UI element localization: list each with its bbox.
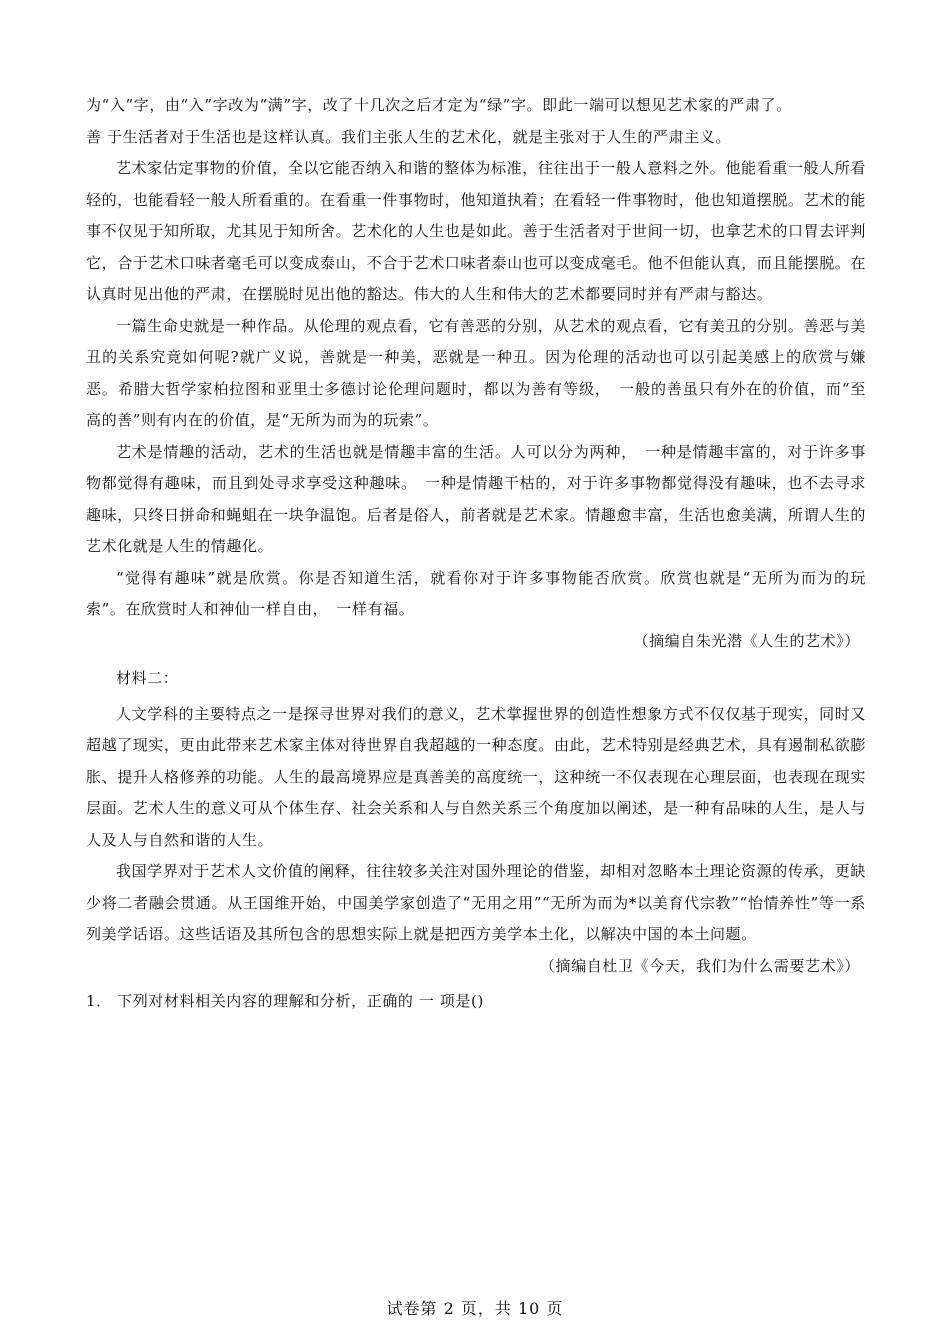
reading-material (86, 90, 866, 1018)
material-two-heading: 材料二： (116, 669, 179, 687)
paragraph: “觉得有趣味”就是欣赏。你是否知道生活，就看你对于许多事物能否欣赏。欣赏也就是“无所为而为的玩索”。在欣赏时人和神仙一样自由， 一样有福。 (86, 568, 866, 618)
paragraph: 艺术家估定事物的价值，全以它能否纳入和谐的整体为标准，往往出于一般人意料之外。他能看重一般人所看轻的，也能看轻一般人所看重的。在看重一件事物时，他知道执着；在看轻一件事物时，他也知道摆脱。艺术的能事不仅见于知所取，尤其见于知所舍。艺术化的人生也是如此。善于生活者对于世间一切，也拿艺术的口胃去评判它，合于艺术口味者毫毛可以变成泰山，不合于艺术口味者泰山也可以变成毫毛。他不但能认真，而且能摆脱。在认真时见出他的严肃，在摆脱时见出他的豁达。伟大的人生和伟大的艺术都要同时并有严肃与豁达。 (86, 159, 867, 303)
paragraph-continued-2: 善 于生活者对于生活也是这样认真。我们主张人生的艺术化，就是主张对于人生的严肃主义。 (86, 127, 731, 146)
paragraph: 我国学界对于艺术人文价值的阐释，往往较多关注对国外理论的借鉴，却相对忽略本土理论资源的传承，更缺少将二者融会贯通。从王国维开始，中国美学家创造了“无用之用”“无所为而为*以美育代宗教”“怡情养性”等一系列美学话语。这些话语及其所包含的思想实际上就是把西方美学本土化，以解决中国的本土问题。 (86, 862, 866, 943)
question-1: 1． 下列对材料相关内容的理解和分析，正确的 一 项是() (86, 992, 484, 1010)
page-footer: 试卷第 2 页，共 10 页 (386, 1299, 564, 1318)
paragraph: 一篇生命史就是一种作品。从伦理的观点看，它有善恶的分别，从艺术的观点看，它有美丑的分别。善恶与美丑的关系究竟如何呢?就广义说，善就是一种美，恶就是一种丑。因为伦理的活动也可以引起美感上的欣赏与嫌恶。希腊大哲学家柏拉图和亚里士多德讨论伦理问题时，都以为善有等级， 一般的善虽只有外在的价值，而“至高的善”则有内在的价值，是“无所为而为的玩索”。 (86, 316, 866, 429)
paragraph-continued: 为“入”字，由“入”字改为“满”字，改了十几次之后才定为“绿”字。即此一端可以想见艺术家的严肃了。 (86, 96, 792, 114)
paragraph: 人文学科的主要特点之一是探寻世界对我们的意义，艺术掌握世界的创造性想象方式不仅仅基于现实，同时又超越了现实，更由此带来艺术家主体对待世界自我超越的一种态度。由此，艺术特别是经典艺术，具有遏制私欲膨胀、提升人格修养的功能。人生的最高境界应是真善美的高度统一，这种统一不仅表现在心理层面，也表现在现实层面。艺术人生的意义可从个体生存、社会关系和人与自然关系三个角度加以阐述，是一种有品味的人生，是人与人及人与自然和谐的人生。 (86, 704, 867, 849)
source-citation-2: （摘编自杜卫《今天，我们为什么需要艺术》） (539, 956, 860, 975)
paragraph: 艺术是情趣的活动，艺术的生活也就是情趣丰富的生活。人可以分为两种， 一种是情趣丰富的，对于许多事物都觉得有趣味，而且到处寻求享受这种趣味。 一种是情趣干枯的，对于许多事物都觉得没有趣味，也不去寻求趣味，只终日拼命和蝇蛆在一块争温饱。后者是俗人，前者就是艺术家。情趣愈丰富，生活也愈美满，所谓人生的艺术化就是人生的情趣化。 (86, 442, 867, 555)
source-citation-1: （摘编自朱光潜《人生的艺术》） (633, 631, 860, 650)
